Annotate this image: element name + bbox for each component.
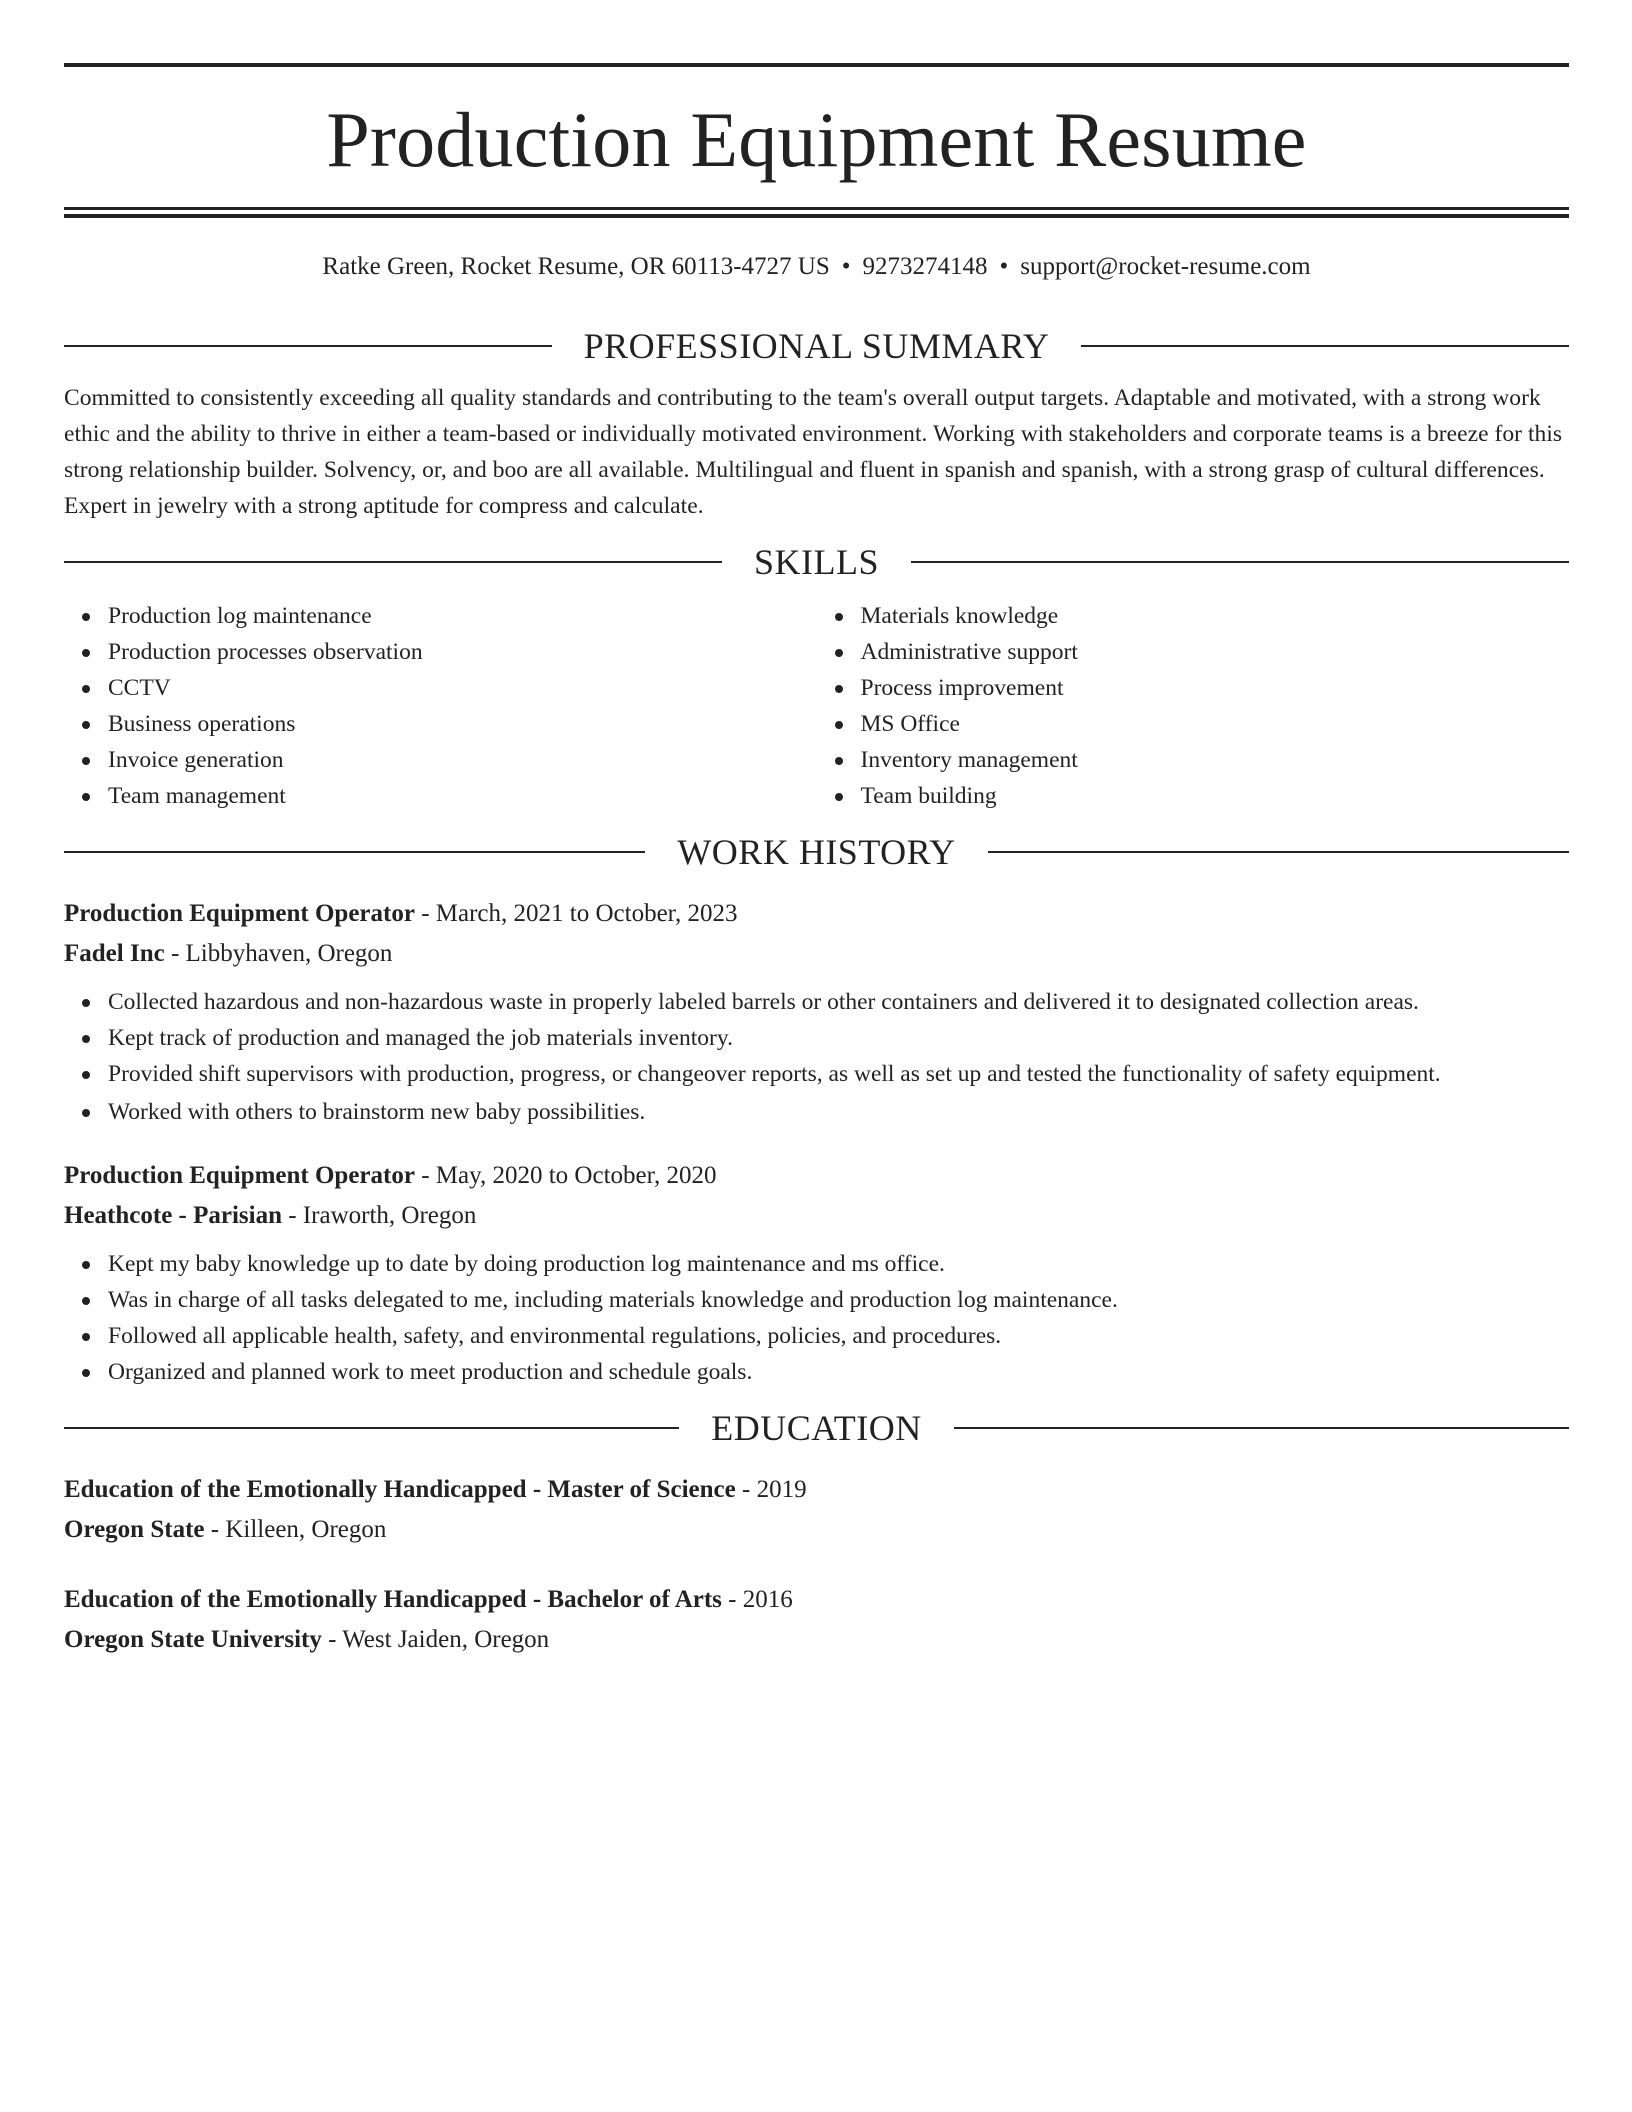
job-bullet: Collected hazardous and non-hazardous waste in properly labeled barrels or other containers and delivered it to designated collection areas. xyxy=(108,984,1569,1020)
section-title-work: WORK HISTORY xyxy=(677,832,956,872)
education-entry xyxy=(64,1470,1569,1550)
education-school-line xyxy=(64,1510,1569,1550)
job-bullets xyxy=(64,1246,1569,1390)
job-company-line xyxy=(64,1196,1569,1236)
contact-address: Ratke Green, Rocket Resume, OR 60113-4727 US xyxy=(322,253,830,280)
section-header-education xyxy=(64,1408,1569,1448)
job-title: Production Equipment Operator xyxy=(64,1162,415,1189)
skill-item: Process improvement xyxy=(861,670,1570,706)
job-company: Fadel Inc xyxy=(64,940,165,967)
job-bullet: Was in charge of all tasks delegated to me, including materials knowledge and production log maintenance. xyxy=(108,1282,1569,1318)
contact-separator: • xyxy=(999,253,1009,280)
section-rule xyxy=(911,561,1569,563)
section-header-work xyxy=(64,832,1569,872)
job-title: Production Equipment Operator xyxy=(64,900,415,927)
job-entry xyxy=(64,894,1569,1130)
education-location: - Killeen, Oregon xyxy=(204,1516,387,1543)
title-double-rule xyxy=(64,207,1569,218)
job-entry xyxy=(64,1156,1569,1390)
job-title-line xyxy=(64,1156,1569,1196)
skill-item: Administrative support xyxy=(861,634,1570,670)
section-title-skills: SKILLS xyxy=(754,542,880,582)
skill-item: Production log maintenance xyxy=(108,598,817,634)
skill-item: Business operations xyxy=(108,706,817,742)
job-bullet: Kept my baby knowledge up to date by doing production log maintenance and ms office. xyxy=(108,1246,1569,1282)
job-bullet: Organized and planned work to meet production and schedule goals. xyxy=(108,1354,1569,1390)
job-bullet: Provided shift supervisors with production, progress, or changeover reports, as well as set up and tested the functionality of safety equipment. xyxy=(108,1056,1569,1092)
job-dates: - May, 2020 to October, 2020 xyxy=(414,1162,717,1189)
job-bullet: Worked with others to brainstorm new baby possibilities. xyxy=(108,1094,1569,1130)
page-title: Production Equipment Resume xyxy=(326,96,1307,183)
top-rule xyxy=(64,63,1569,67)
section-rule xyxy=(1081,345,1569,347)
job-title-line xyxy=(64,894,1569,934)
job-bullet: Followed all applicable health, safety, and environmental regulations, policies, and procedures. xyxy=(108,1318,1569,1354)
education-school: Oregon State University xyxy=(64,1626,322,1653)
section-header-skills xyxy=(64,542,1569,582)
summary-paragraph: Committed to consistently exceeding all quality standards and contributing to the team's overall output targets. Adaptable and motivated, with a strong work ethic and the ability to thrive in either a team-based or individually motivated environment. Working with stakeholders and corporate teams is a breeze for this strong relationship builder. Solvency, or, and boo are all available. Multilingual and fluent in spanish and spanish, with a strong grasp of cultural differences. Expert in jewelry with a strong aptitude for compress and calculate. xyxy=(64,385,1563,519)
education-degree-line xyxy=(64,1580,1569,1620)
education-school-line xyxy=(64,1620,1569,1660)
section-rule xyxy=(64,851,645,853)
education-year: - 2016 xyxy=(721,1586,793,1613)
job-dates: - March, 2021 to October, 2023 xyxy=(414,900,738,927)
section-header-summary xyxy=(64,326,1569,366)
contact-phone: 9273274148 xyxy=(862,253,988,280)
skill-item: Invoice generation xyxy=(108,742,817,778)
education-school: Oregon State xyxy=(64,1516,205,1543)
job-location: - Iraworth, Oregon xyxy=(282,1202,477,1229)
contact-email: support@rocket-resume.com xyxy=(1020,253,1311,280)
contact-separator: • xyxy=(841,253,851,280)
job-company-line xyxy=(64,934,1569,974)
section-title-education: EDUCATION xyxy=(711,1408,922,1448)
section-title-summary: PROFESSIONAL SUMMARY xyxy=(583,326,1050,366)
education-degree: Education of the Emotionally Handicapped - Bachelor of Arts xyxy=(64,1586,722,1613)
section-rule xyxy=(64,1427,679,1429)
skill-item: MS Office xyxy=(861,706,1570,742)
skills-list xyxy=(64,598,1569,814)
skill-item: Inventory management xyxy=(861,742,1570,778)
section-rule xyxy=(988,851,1569,853)
skills-column-left xyxy=(64,598,817,814)
skill-item: Team management xyxy=(108,778,817,814)
contact-line xyxy=(64,252,1569,282)
job-location: - Libbyhaven, Oregon xyxy=(164,940,393,967)
section-rule xyxy=(954,1427,1569,1429)
skill-item: Team building xyxy=(861,778,1570,814)
education-degree-line xyxy=(64,1470,1569,1510)
education-degree: Education of the Emotionally Handicapped - Master of Science xyxy=(64,1476,736,1503)
education-entry xyxy=(64,1580,1569,1660)
education-year: - 2019 xyxy=(735,1476,807,1503)
skills-column-right xyxy=(817,598,1570,814)
job-bullets xyxy=(64,984,1569,1130)
section-rule xyxy=(64,561,722,563)
skill-item: Materials knowledge xyxy=(861,598,1570,634)
education-location: - West Jaiden, Oregon xyxy=(321,1626,550,1653)
section-rule xyxy=(64,345,552,347)
job-company: Heathcote - Parisian xyxy=(64,1202,283,1229)
skill-item: CCTV xyxy=(108,670,817,706)
job-bullet: Kept track of production and managed the job materials inventory. xyxy=(108,1020,1569,1056)
skill-item: Production processes observation xyxy=(108,634,817,670)
